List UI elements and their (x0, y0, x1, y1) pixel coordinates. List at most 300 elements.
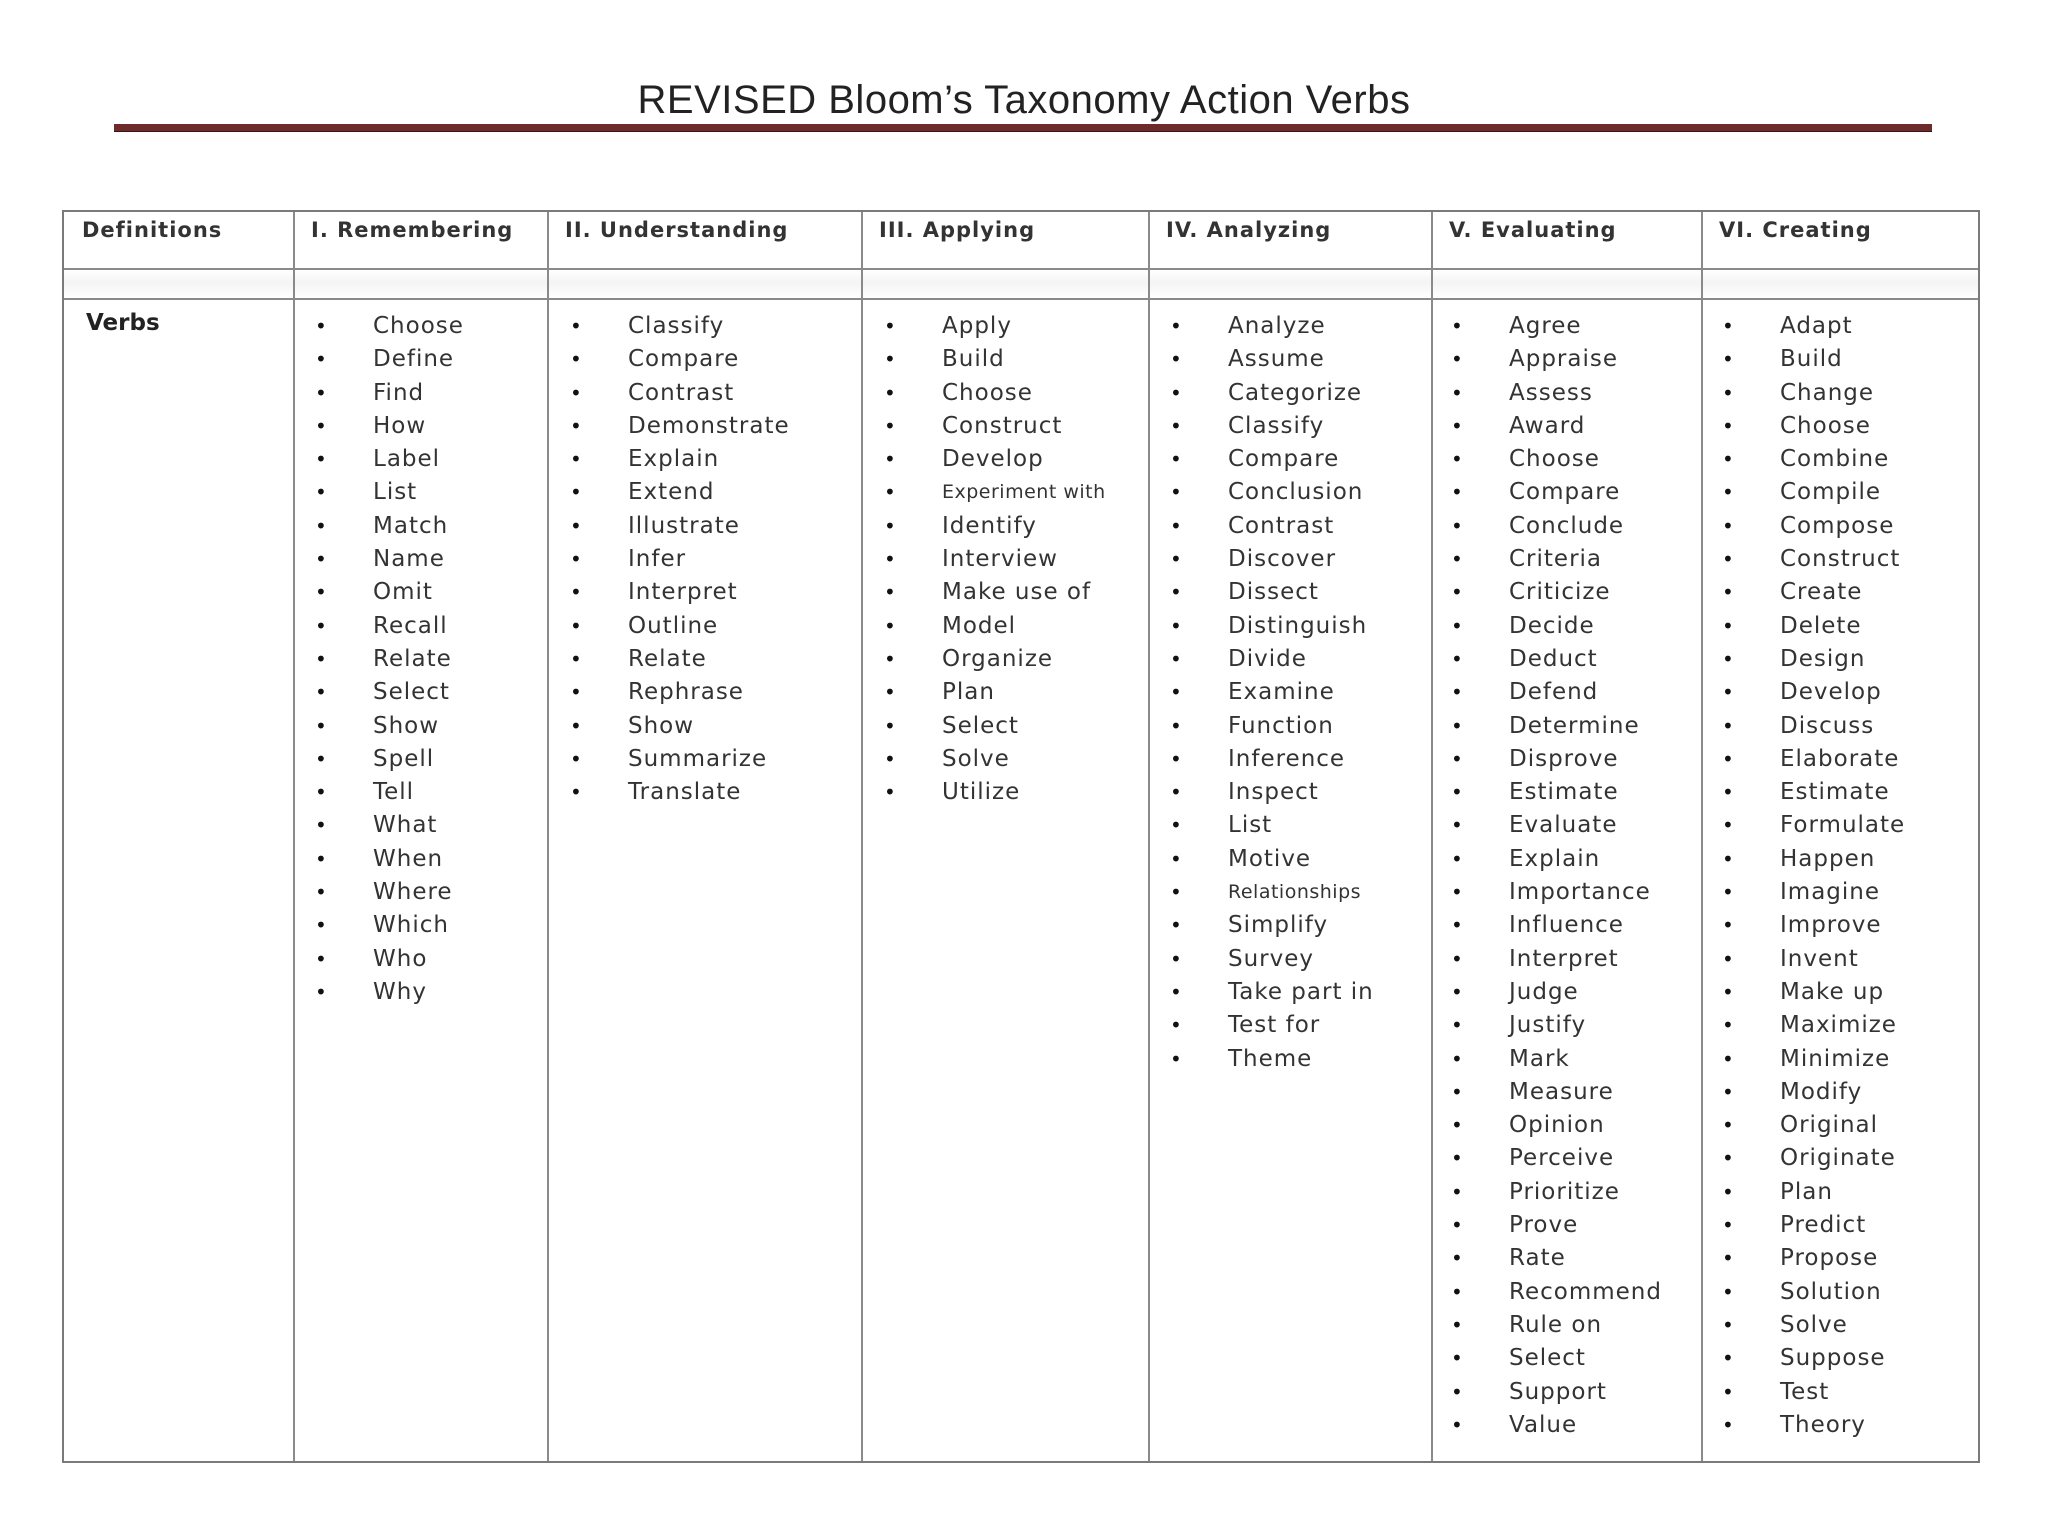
bullet-icon: • (884, 680, 897, 705)
bullet-icon: • (315, 547, 328, 572)
bullet-icon: • (1451, 846, 1464, 871)
bullet-icon: • (1451, 1046, 1464, 1071)
bullet-icon: • (1451, 380, 1464, 405)
bullet-icon: • (884, 746, 897, 771)
verb-text: Defend (1509, 679, 1599, 706)
bullet-icon: • (1722, 1046, 1735, 1071)
bullet-icon: • (1451, 413, 1464, 438)
bullet-icon: • (1451, 713, 1464, 738)
verb-text: Construct (942, 412, 1063, 439)
verb-text: Evaluate (1509, 812, 1618, 839)
bullet-icon: • (315, 513, 328, 538)
verb-text: Spell (373, 745, 435, 772)
verb-text: Make up (1780, 978, 1885, 1005)
verb-text: Conclusion (1228, 479, 1364, 506)
bullet-icon: • (315, 347, 328, 372)
bullet-icon: • (1451, 1379, 1464, 1404)
verb-text: Determine (1509, 712, 1640, 739)
verb-text: Combine (1780, 446, 1890, 473)
bullet-icon: • (1722, 580, 1735, 605)
verb-text: Maximize (1780, 1012, 1897, 1039)
bullet-icon: • (570, 447, 583, 472)
verb-text: Criteria (1509, 546, 1603, 573)
verb-text: Plan (1780, 1178, 1833, 1205)
bullet-icon: • (1722, 1079, 1735, 1104)
verb-text: Mark (1509, 1045, 1570, 1072)
verb-text: Support (1509, 1378, 1607, 1405)
verb-text: Interview (942, 546, 1058, 573)
verb-text: Develop (1780, 679, 1882, 706)
bullet-icon: • (1170, 813, 1183, 838)
bullet-icon: • (315, 447, 328, 472)
bullet-icon: • (1451, 880, 1464, 905)
verb-text: Relationships (1228, 881, 1362, 904)
verb-text: Build (942, 346, 1005, 373)
bullet-icon: • (1722, 1246, 1735, 1271)
verb-text: Explain (1509, 845, 1601, 872)
bullet-icon: • (884, 780, 897, 805)
bullet-icon: • (884, 480, 897, 505)
bullet-icon: • (1722, 946, 1735, 971)
verb-text: Discuss (1780, 712, 1875, 739)
verb-text: Build (1780, 346, 1843, 373)
bullet-icon: • (1170, 1013, 1183, 1038)
verb-text: Design (1780, 645, 1866, 672)
verb-text: Opinion (1509, 1112, 1605, 1139)
verb-text: Test for (1228, 1012, 1321, 1039)
verb-text: Construct (1780, 546, 1901, 573)
verb-text: Choose (942, 379, 1033, 406)
verb-text: Assess (1509, 379, 1593, 406)
verb-text: Theme (1228, 1045, 1313, 1072)
bullet-icon: • (1722, 447, 1735, 472)
bullet-icon: • (315, 314, 328, 338)
bullet-icon: • (1451, 780, 1464, 805)
bullet-icon: • (1451, 1113, 1464, 1138)
bullet-icon: • (1722, 1379, 1735, 1404)
verb-text: What (373, 812, 438, 839)
bullet-icon: • (315, 413, 328, 438)
verb-text: Measure (1509, 1078, 1614, 1105)
column-divider (1148, 212, 1150, 1461)
verb-text: Analyze (1228, 313, 1326, 339)
bullet-icon: • (1451, 746, 1464, 771)
bullet-icon: • (1722, 1146, 1735, 1171)
bullet-icon: • (1722, 646, 1735, 671)
verb-text: Award (1509, 412, 1586, 439)
bullet-icon: • (1451, 1412, 1464, 1437)
taxonomy-table (62, 210, 1980, 1463)
bullet-icon: • (884, 314, 897, 338)
header-understanding: II. Understanding (565, 218, 789, 242)
bullet-icon: • (315, 380, 328, 405)
bullet-icon: • (570, 347, 583, 372)
verb-text: Which (373, 912, 449, 939)
bullet-icon: • (1170, 880, 1183, 905)
verb-text: Make use of (942, 579, 1092, 606)
verb-text: Show (628, 712, 695, 739)
verb-text: Label (373, 446, 441, 473)
verb-text: Delete (1780, 612, 1862, 639)
verb-text: Distinguish (1228, 612, 1368, 639)
verb-text: Motive (1228, 845, 1312, 872)
verb-text: Take part in (1228, 978, 1374, 1005)
bullet-icon: • (1722, 1346, 1735, 1371)
bullet-icon: • (1170, 314, 1183, 338)
bullet-icon: • (1170, 913, 1183, 938)
bullet-icon: • (1722, 1013, 1735, 1038)
bullet-icon: • (315, 646, 328, 671)
verb-text: Suppose (1780, 1345, 1886, 1372)
bullet-icon: • (1170, 613, 1183, 638)
verb-text: Extend (628, 479, 715, 506)
verb-text: Simplify (1228, 912, 1329, 939)
verb-text: Formulate (1780, 812, 1906, 839)
verb-text: Happen (1780, 845, 1876, 872)
verb-text: Interpret (1509, 945, 1619, 972)
verb-text: Interpret (628, 579, 738, 606)
verb-text: Agree (1509, 313, 1582, 339)
header-definitions: Definitions (82, 218, 223, 242)
verb-text: Influence (1509, 912, 1624, 939)
verb-text: Relate (373, 645, 452, 672)
title-underline (114, 124, 1932, 131)
bullet-icon: • (1451, 946, 1464, 971)
page-title: REVISED Bloom’s Taxonomy Action Verbs (637, 78, 1411, 122)
verb-text: Imagine (1780, 879, 1880, 906)
verb-text: Summarize (628, 745, 768, 772)
verb-text: Adapt (1780, 313, 1853, 339)
bullet-icon: • (570, 547, 583, 572)
verb-text: Utilize (942, 779, 1021, 806)
verb-text: Why (373, 978, 427, 1005)
verb-text: Apply (942, 313, 1012, 339)
bullet-icon: • (570, 780, 583, 805)
bullet-icon: • (884, 347, 897, 372)
verb-text: Contrast (1228, 512, 1335, 539)
verb-text: Importance (1509, 879, 1651, 906)
verb-text: Choose (1780, 412, 1871, 439)
verb-text: Categorize (1228, 379, 1363, 406)
bullet-icon: • (1170, 780, 1183, 805)
verb-text: Rephrase (628, 679, 744, 706)
bullet-icon: • (315, 480, 328, 505)
verb-text: Improve (1780, 912, 1882, 939)
verb-text: Illustrate (628, 512, 740, 539)
bullet-icon: • (1722, 1179, 1735, 1204)
bullet-icon: • (1722, 913, 1735, 938)
column-divider (293, 212, 295, 1461)
bullet-icon: • (570, 580, 583, 605)
bullet-icon: • (1451, 1213, 1464, 1238)
verb-text: Rate (1509, 1245, 1566, 1272)
verb-text: Find (373, 379, 425, 406)
verb-text: Discover (1228, 546, 1337, 573)
bullet-icon: • (1722, 1312, 1735, 1337)
verb-text: Modify (1780, 1078, 1863, 1105)
bullet-icon: • (1170, 946, 1183, 971)
bullet-icon: • (1170, 513, 1183, 538)
bullet-icon: • (1722, 480, 1735, 505)
bullet-icon: • (570, 713, 583, 738)
bullet-icon: • (1451, 1146, 1464, 1171)
bullet-icon: • (315, 580, 328, 605)
bullet-icon: • (1451, 347, 1464, 372)
verb-text: Demonstrate (628, 412, 790, 439)
verb-text: Solve (1780, 1311, 1848, 1338)
verb-text: Inference (1228, 745, 1346, 772)
verb-text: Judge (1509, 978, 1579, 1005)
bullet-icon: • (1722, 746, 1735, 771)
column-divider (547, 212, 549, 1461)
bullet-icon: • (570, 413, 583, 438)
verb-text: Minimize (1780, 1045, 1891, 1072)
verb-text: Value (1509, 1411, 1578, 1438)
verb-text: Compare (1509, 479, 1621, 506)
verb-text: Name (373, 546, 445, 573)
bullet-icon: • (1170, 380, 1183, 405)
verb-text: Compare (1228, 446, 1340, 473)
verb-text: Assume (1228, 346, 1325, 373)
verb-text: Prioritize (1509, 1178, 1620, 1205)
bullet-icon: • (1170, 646, 1183, 671)
verb-text: Compare (628, 346, 740, 373)
verb-text: Conclude (1509, 512, 1625, 539)
verb-text: Predict (1780, 1212, 1867, 1239)
verb-text: Relate (628, 645, 707, 672)
column-divider (861, 212, 863, 1461)
verb-text: Survey (1228, 945, 1315, 972)
verb-text: Omit (373, 579, 433, 606)
bullet-icon: • (1722, 513, 1735, 538)
verb-text: Experiment with (942, 481, 1106, 504)
bullet-icon: • (1722, 880, 1735, 905)
verb-text: Invent (1780, 945, 1859, 972)
verb-text: Where (373, 879, 453, 906)
bullet-icon: • (1722, 780, 1735, 805)
bullet-icon: • (1451, 979, 1464, 1004)
verb-text: Disprove (1509, 745, 1619, 772)
bullet-icon: • (315, 946, 328, 971)
verb-text: Choose (373, 313, 464, 339)
verb-text: Rule on (1509, 1311, 1603, 1338)
bullet-icon: • (570, 746, 583, 771)
verb-text: Decide (1509, 612, 1595, 639)
verb-text: List (1228, 812, 1273, 839)
verb-text: Select (1509, 1345, 1586, 1372)
verb-text: Infer (628, 546, 687, 573)
verb-text: Tell (373, 779, 415, 806)
verb-text: Propose (1780, 1245, 1879, 1272)
bullet-icon: • (570, 680, 583, 705)
bullet-icon: • (1451, 447, 1464, 472)
bullet-icon: • (884, 580, 897, 605)
verb-text: Criticize (1509, 579, 1611, 606)
bullet-icon: • (315, 913, 328, 938)
bullet-icon: • (1722, 813, 1735, 838)
bullet-icon: • (884, 646, 897, 671)
bullet-icon: • (1722, 1113, 1735, 1138)
bullet-icon: • (315, 746, 328, 771)
bullet-icon: • (884, 513, 897, 538)
bullet-icon: • (1722, 1279, 1735, 1304)
verb-text: Recall (373, 612, 448, 639)
verb-text: How (373, 412, 427, 439)
verb-text: Estimate (1509, 779, 1619, 806)
bullet-icon: • (1170, 979, 1183, 1004)
verb-text: Identify (942, 512, 1037, 539)
bullet-icon: • (1451, 580, 1464, 605)
verb-text: Recommend (1509, 1278, 1662, 1305)
bullet-icon: • (884, 547, 897, 572)
bullet-icon: • (1451, 513, 1464, 538)
bullet-icon: • (1722, 347, 1735, 372)
header-analyzing: IV. Analyzing (1166, 218, 1332, 242)
bullet-icon: • (570, 513, 583, 538)
bullet-icon: • (1451, 1279, 1464, 1304)
verb-text: Prove (1509, 1212, 1579, 1239)
verb-text: Plan (942, 679, 995, 706)
bullet-icon: • (1722, 713, 1735, 738)
bullet-icon: • (570, 314, 583, 338)
verbs-row-label: Verbs (86, 310, 160, 336)
verb-text: Who (373, 945, 428, 972)
bullet-icon: • (884, 447, 897, 472)
bullet-icon: • (1170, 547, 1183, 572)
verb-text: Contrast (628, 379, 735, 406)
header-creating: VI. Creating (1719, 218, 1872, 242)
verb-text: Translate (628, 779, 742, 806)
bullet-icon: • (1722, 380, 1735, 405)
verb-text: Model (942, 612, 1017, 639)
verb-text: Originate (1780, 1145, 1896, 1172)
verb-text: Match (373, 512, 449, 539)
bullet-icon: • (1451, 314, 1464, 338)
bullet-icon: • (315, 680, 328, 705)
verb-text: Function (1228, 712, 1334, 739)
bullet-icon: • (1451, 1312, 1464, 1337)
verb-text: Estimate (1780, 779, 1890, 806)
verb-text: Select (373, 679, 450, 706)
bullet-icon: • (1170, 713, 1183, 738)
verb-text: Select (942, 712, 1019, 739)
bullet-icon: • (1170, 580, 1183, 605)
bullet-icon: • (1722, 314, 1735, 338)
bullet-icon: • (1170, 680, 1183, 705)
verb-text: Solve (942, 745, 1010, 772)
bullet-icon: • (1451, 480, 1464, 505)
bullet-icon: • (1451, 1179, 1464, 1204)
bullet-icon: • (1451, 613, 1464, 638)
verb-text: Compile (1780, 479, 1882, 506)
verb-text: Perceive (1509, 1145, 1615, 1172)
verb-text: Justify (1509, 1012, 1587, 1039)
bullet-icon: • (1451, 547, 1464, 572)
verb-text: Examine (1228, 679, 1335, 706)
bullet-icon: • (1170, 413, 1183, 438)
bullet-icon: • (570, 613, 583, 638)
bullet-icon: • (1170, 480, 1183, 505)
header-applying: III. Applying (879, 218, 1036, 242)
verb-text: Change (1780, 379, 1875, 406)
bullet-icon: • (884, 413, 897, 438)
bullet-icon: • (1451, 680, 1464, 705)
verb-text: Inspect (1228, 779, 1319, 806)
bullet-icon: • (315, 613, 328, 638)
verb-text: Theory (1780, 1411, 1866, 1438)
verb-text: Explain (628, 446, 720, 473)
bullet-icon: • (1722, 846, 1735, 871)
bullet-icon: • (884, 380, 897, 405)
verb-text: List (373, 479, 418, 506)
bullet-icon: • (1451, 1079, 1464, 1104)
column-divider (1431, 212, 1433, 1461)
bullet-icon: • (884, 713, 897, 738)
bullet-icon: • (315, 880, 328, 905)
bullet-icon: • (1451, 1013, 1464, 1038)
verb-text: Original (1780, 1112, 1879, 1139)
bullet-icon: • (1170, 447, 1183, 472)
verb-text: Elaborate (1780, 745, 1900, 772)
verb-text: Appraise (1509, 346, 1619, 373)
verb-text: Solution (1780, 1278, 1882, 1305)
bullet-icon: • (1451, 913, 1464, 938)
bullet-icon: • (1722, 1213, 1735, 1238)
bullet-icon: • (1722, 680, 1735, 705)
header-remembering: I. Remembering (311, 218, 514, 242)
verb-text: Develop (942, 446, 1044, 473)
bullet-icon: • (570, 380, 583, 405)
bullet-icon: • (1722, 613, 1735, 638)
bullet-icon: • (884, 613, 897, 638)
verb-text: Classify (628, 313, 725, 339)
bullet-icon: • (1722, 413, 1735, 438)
bullet-icon: • (1722, 1412, 1735, 1437)
verb-text: Show (373, 712, 440, 739)
bullet-icon: • (1170, 347, 1183, 372)
bullet-icon: • (1170, 746, 1183, 771)
bullet-icon: • (1170, 1046, 1183, 1071)
verb-text: Choose (1509, 446, 1600, 473)
bullet-icon: • (315, 813, 328, 838)
column-divider (1701, 212, 1703, 1461)
bullet-icon: • (570, 480, 583, 505)
bullet-icon: • (1451, 646, 1464, 671)
verb-text: Dissect (1228, 579, 1319, 606)
bullet-icon: • (315, 979, 328, 1004)
bullet-icon: • (570, 646, 583, 671)
verb-text: Create (1780, 579, 1863, 606)
bullet-icon: • (1451, 1246, 1464, 1271)
verb-text: Test (1780, 1378, 1830, 1405)
verb-text: Outline (628, 612, 719, 639)
bullet-icon: • (1722, 979, 1735, 1004)
definitions-row (64, 270, 1978, 300)
bullet-icon: • (1451, 813, 1464, 838)
bullet-icon: • (1451, 1346, 1464, 1371)
verb-text: Deduct (1509, 645, 1598, 672)
bullet-icon: • (315, 780, 328, 805)
header-evaluating: V. Evaluating (1449, 218, 1617, 242)
bullet-icon: • (315, 713, 328, 738)
verb-text: Organize (942, 645, 1054, 672)
verb-text: When (373, 845, 444, 872)
verb-text: Define (373, 346, 455, 373)
bullet-icon: • (315, 846, 328, 871)
bullet-icon: • (1722, 547, 1735, 572)
verb-text: Compose (1780, 512, 1895, 539)
verb-text: Divide (1228, 645, 1307, 672)
